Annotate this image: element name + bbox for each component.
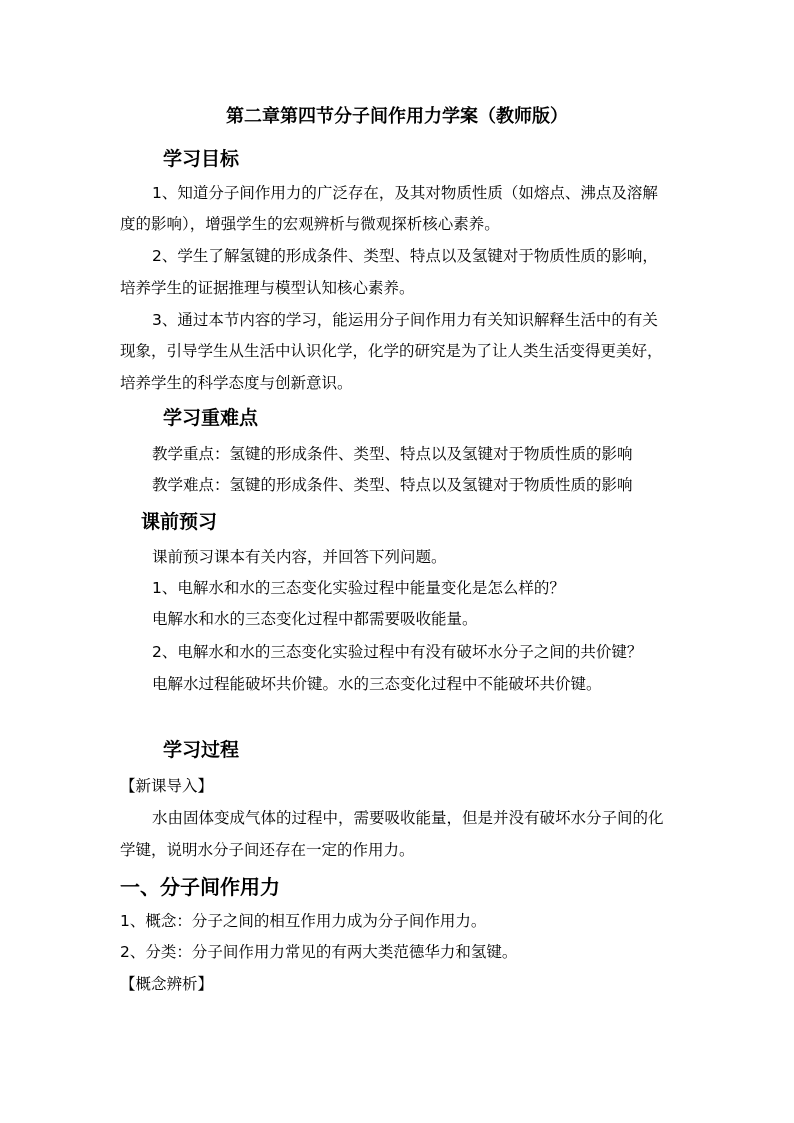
new-lesson-line-1: 水由固体变成气体的过程中，需要吸收能量，但是并没有破坏水分子间的化 (152, 809, 664, 827)
objective-1-line-2: 度的影响），增强学生的宏观辨析与微观探析核心素养。 (120, 215, 500, 233)
section-heading-preview: 课前预习 (141, 511, 218, 533)
preview-answer-1: 电解水和水的三态变化过程中都需要吸收能量。 (152, 610, 478, 628)
part-1-heading: 一、分子间作用力 (120, 875, 280, 899)
objective-3-line-1: 3、通过本节内容的学习，能运用分子间作用力有关知识解释生活中的有关 (152, 311, 658, 329)
preview-question-1: 1、电解水和水的三态变化实验过程中能量变化是怎么样的？ (152, 579, 565, 597)
objective-3-line-3: 培养学生的科学态度与创新意识。 (120, 374, 353, 392)
new-lesson-line-2: 学键，说明水分子间还存在一定的作用力。 (120, 841, 415, 859)
preview-question-2: 2、电解水和水的三态变化实验过程中有没有破坏水分子之间的共价键？ (152, 643, 643, 661)
objective-3-line-2: 现象，引导学生从生活中认识化学，化学的研究是为了让人类生活变得更美好， (120, 342, 663, 360)
preview-intro: 课前预习课本有关内容，并回答下列问题。 (152, 548, 447, 566)
document-title: 第二章第四节分子间作用力学案（教师版） (226, 106, 568, 127)
objective-1-line-1: 1、知道分子间作用力的广泛存在，及其对物质性质（如熔点、沸点及溶解 (152, 184, 658, 202)
classification: 2、分类：分子间作用力常见的有两大类范德华力和氢键。 (120, 943, 518, 961)
concept-definition: 1、概念：分子之间的相互作用力成为分子间作用力。 (120, 912, 487, 930)
concept-analysis-tag: 【概念辨析】 (120, 975, 214, 993)
teaching-difficulty: 教学难点：氢键的形成条件、类型、特点以及氢键对于物质性质的影响 (152, 476, 633, 494)
preview-answer-2: 电解水过程能破坏共价键。水的三态变化过程中不能破坏共价键。 (152, 675, 602, 693)
objective-2-line-1: 2、学生了解氢键的形成条件、类型、特点以及氢键对于物质性质的影响， (152, 247, 658, 265)
section-heading-process: 学习过程 (163, 739, 240, 761)
section-heading-key-points: 学习重难点 (163, 407, 259, 429)
teaching-focus: 教学重点：氢键的形成条件、类型、特点以及氢键对于物质性质的影响 (152, 445, 633, 463)
section-heading-objectives: 学习目标 (163, 148, 240, 170)
new-lesson-tag: 【新课导入】 (120, 777, 214, 795)
objective-2-line-2: 培养学生的证据推理与模型认知核心素养。 (120, 279, 415, 297)
